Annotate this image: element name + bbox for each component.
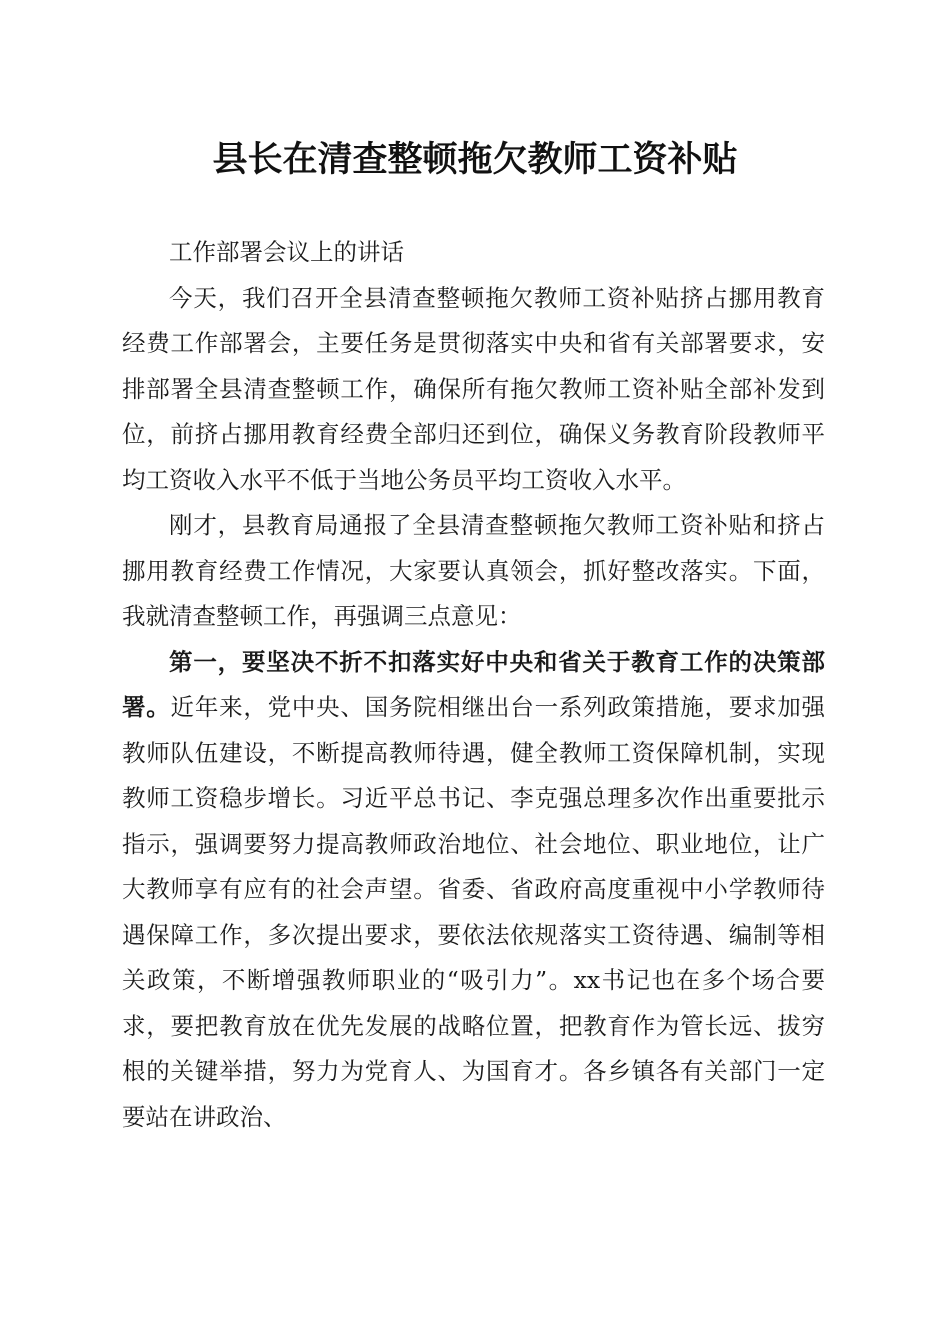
paragraph-1-text: 今天，我们召开全县清查整顿拖欠教师工资补贴挤占挪用教育经费工作部署会，主要任务是贯彻落实中央和省有关部署要求，安排部署全县清查整顿工作，确保所有拖欠教师工资补贴全部补发到位，前挤占挪用教育经费全部归还到位，确保义务教育阶段教师平均工资收入水平不低于当地公务员平均工资收入水平。: [122, 283, 825, 494]
document-body: [122, 230, 825, 1140]
paragraph-2: [122, 503, 825, 640]
paragraph-1: [122, 276, 825, 504]
paragraph-3: [122, 640, 825, 1141]
document-title: 县长在清查整顿拖欠教师工资补贴: [212, 139, 738, 180]
paragraph-2-text: 刚才，县教育局通报了全县清查整顿拖欠教师工资补贴和挤占挪用教育经费工作情况，大家要认真领会，抓好整改落实。下面，我就清查整顿工作，再强调三点意见：: [122, 511, 825, 630]
document-subtitle: 工作部署会议上的讲话: [169, 238, 404, 266]
paragraph-3-text: 近年来，党中央、国务院相继出台一系列政策措施，要求加强教师队伍建设，不断提高教师待遇，健全教师工资保障机制，实现教师工资稳步增长。习近平总书记、李克强总理多次作出重要批示指示，强调要努力提高教师政治地位、社会地位、职业地位，让广大教师享有应有的社会声望。省委、省政府高度重视中小学教师待遇保障工作，多次提出要求，要依法依规落实工资待遇、编制等相关政策，不断增强教师职业的“吸引力”。xx书记也在多个场合要求，要把教育放在优先发展的战略位置，把教育作为管长远、拔穷根的关键举措，努力为党育人、为国育才。各乡镇各有关部门一定要站在讲政治、: [122, 693, 826, 1131]
paragraph-3-lead: 第一，要坚决不折不扣落实好中央和省关于教育工作的决策部署。: [122, 647, 825, 721]
